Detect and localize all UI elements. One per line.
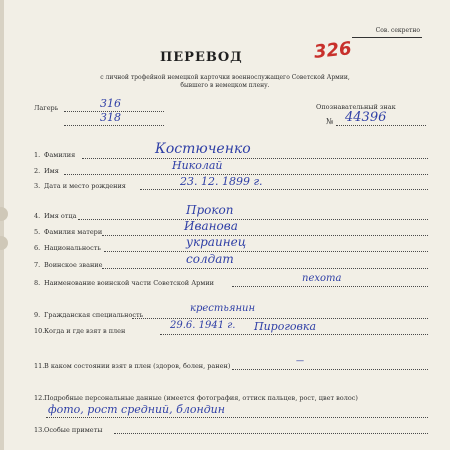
id-tag-value: 44396 <box>345 110 387 125</box>
field-line-7 <box>102 268 428 269</box>
field-value-surname: Костюченко <box>155 141 251 157</box>
field-line-3 <box>140 189 428 190</box>
field-label-3 <box>34 183 126 190</box>
field-value-name: Николай <box>172 159 223 172</box>
field-value-capture-place: Пироговка <box>254 320 317 333</box>
field-line-4 <box>78 219 428 220</box>
field-line-9 <box>132 318 428 319</box>
field-value-capture-date: 29.6. 1941 г. <box>170 320 236 331</box>
field-number: 5. <box>34 228 41 236</box>
field-line-1 <box>82 158 428 159</box>
field-value-rank: солдат <box>186 252 234 266</box>
field-number: 1. <box>34 151 41 159</box>
camp-value-2: 318 <box>100 111 121 124</box>
subtitle-line-1: с личной трофейной немецкой карточки военнослужащего Советской Армии, <box>100 74 350 81</box>
field-label-text: Дата и место рождения <box>44 182 126 190</box>
field-label-text: Особые приметы <box>44 426 103 434</box>
secret-underline <box>352 37 422 38</box>
field-number: 8. <box>34 279 41 287</box>
camp-line-2 <box>64 125 164 126</box>
field-label-text: Когда и где взят в плен <box>44 327 126 335</box>
field-value-mother: Иванова <box>184 219 238 233</box>
field-label-10 <box>34 328 125 335</box>
field-number: 6. <box>34 244 41 252</box>
field-number: 3. <box>34 182 41 190</box>
field-label-text: Фамилия <box>44 151 76 159</box>
id-tag-line <box>336 125 426 126</box>
field-value-nationality: украинец <box>186 235 247 249</box>
page-edge <box>0 0 4 450</box>
number-sign: № <box>326 117 334 126</box>
field-line-11 <box>232 369 428 370</box>
field-line-6 <box>104 251 428 252</box>
field-label-12 <box>34 395 358 402</box>
field-line-8 <box>232 286 428 287</box>
field-value-father: Прокоп <box>186 203 234 217</box>
punch-hole <box>0 207 8 221</box>
field-label-text: Воинское звание <box>44 261 103 269</box>
field-label-6 <box>34 245 101 252</box>
field-number: 11. <box>34 362 45 370</box>
field-label-13 <box>34 427 102 434</box>
id-tag-label: Опознавательный знак <box>316 103 396 111</box>
field-line-12 <box>46 417 428 418</box>
field-label-text: В каком состоянии взят в плен (здоров, болен, ранен) <box>44 362 231 370</box>
field-label-text: Подробные персональные данные (имеется фотография, оттиск пальцев, рост, цвет волос) <box>44 394 358 402</box>
field-label-5 <box>34 229 102 236</box>
camp-label: Лагерь <box>34 104 59 112</box>
field-label-2 <box>34 168 59 175</box>
field-label-1 <box>34 152 75 159</box>
camp-value-1: 316 <box>100 97 121 110</box>
field-label-text: Имя отца <box>44 212 77 220</box>
field-label-text: Наименование воинской части Советской Армии <box>44 279 215 287</box>
field-label-7 <box>34 262 102 269</box>
field-number: 4. <box>34 212 41 220</box>
field-value-unit: пехота <box>302 273 342 284</box>
field-number: 2. <box>34 167 41 175</box>
field-number: 13. <box>34 426 45 434</box>
field-label-11 <box>34 363 230 370</box>
field-line-13 <box>114 433 428 434</box>
field-number: 12. <box>34 394 45 402</box>
field-value-condition: — <box>296 356 304 365</box>
field-label-9 <box>34 312 143 319</box>
document-title: ПЕРЕВОД <box>160 50 243 65</box>
punch-hole <box>0 236 8 250</box>
field-label-text: Национальность <box>44 244 101 252</box>
field-label-text: Фамилия матери <box>44 228 103 236</box>
field-label-text: Гражданская специальность <box>44 311 144 319</box>
field-label-text: Имя <box>44 167 59 175</box>
field-line-10 <box>160 334 428 335</box>
field-label-4 <box>34 213 76 220</box>
field-line-5 <box>102 235 428 236</box>
field-value-profession: крестьянин <box>190 303 256 314</box>
field-label-8 <box>34 280 214 287</box>
secret-stamp: Сов. секретно <box>375 27 420 34</box>
field-value-details: фото, рост средний, блондин <box>48 403 226 416</box>
field-value-birth: 23. 12. 1899 г. <box>180 175 263 188</box>
field-number: 9. <box>34 311 41 319</box>
subtitle-line-2: бывшего в немецком плену. <box>180 82 270 89</box>
field-number: 7. <box>34 261 41 269</box>
red-handwritten-number: 326 <box>313 38 353 63</box>
field-number: 10. <box>34 327 45 335</box>
